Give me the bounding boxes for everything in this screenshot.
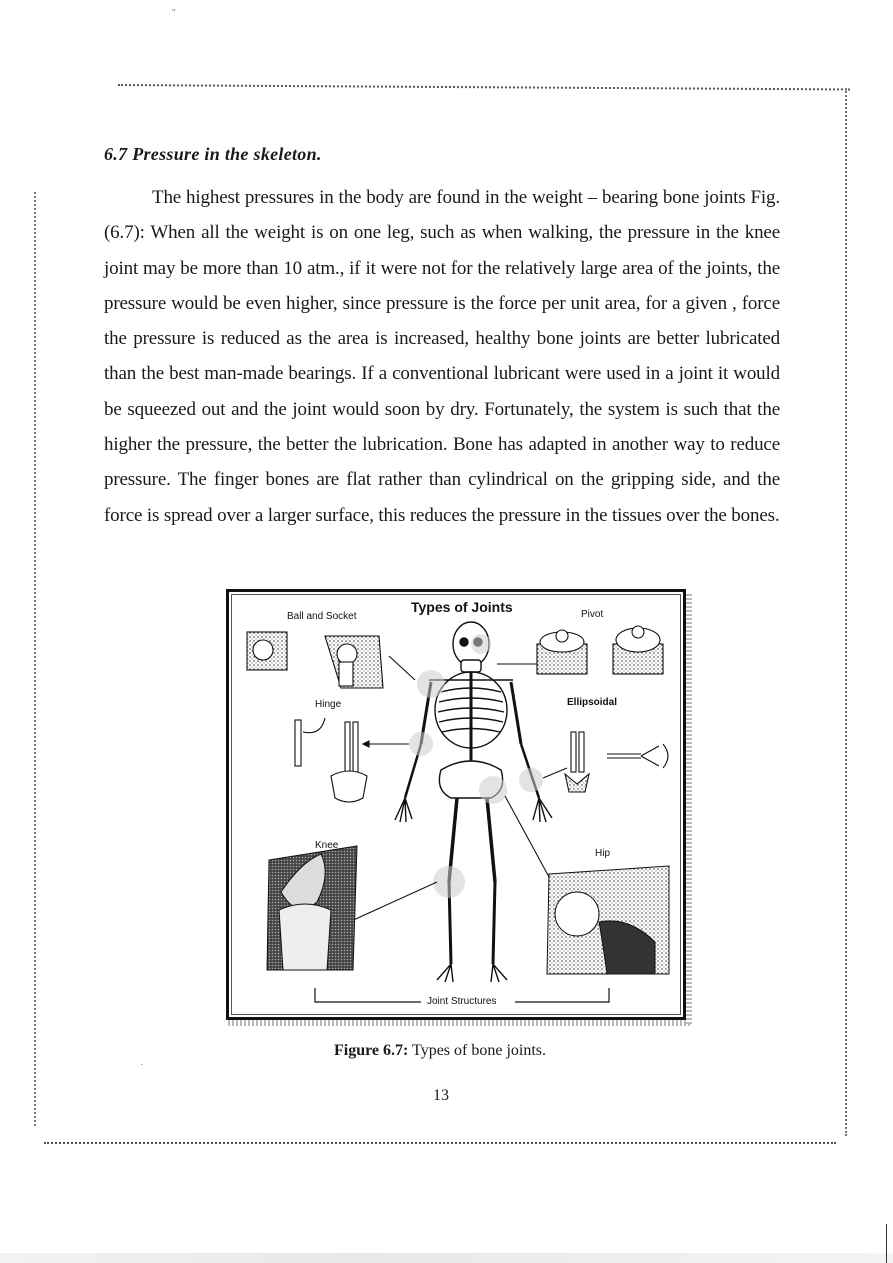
page-border-top: [118, 64, 850, 90]
label-hip: Hip: [595, 848, 611, 859]
scan-corner-edge: [886, 1224, 887, 1263]
scan-bottom-strip: [0, 1253, 893, 1263]
figure-caption: [226, 1042, 654, 1060]
hinge-joint-drawing: [295, 718, 367, 802]
figure-scan-shadow-right: [686, 592, 692, 1024]
label-hinge: Hinge: [315, 699, 342, 710]
knee-joint-drawing: [267, 846, 357, 970]
label-pivot: Pivot: [581, 609, 604, 620]
label-knee: Knee: [315, 840, 339, 851]
skeleton-drawing: [395, 622, 552, 982]
joint-structures-bracket: [315, 988, 609, 1002]
page-number: 13: [433, 1087, 449, 1104]
skeleton-joints-illustration: [229, 592, 683, 1017]
figure-caption-label: Figure 6.7:: [333, 1042, 409, 1059]
ball-socket-joint-drawing: [247, 632, 383, 688]
hip-joint-drawing: [547, 866, 669, 974]
scan-speck: ·: [140, 1060, 144, 1071]
figure-title: Types of Joints: [411, 599, 513, 615]
page-border-left: [34, 192, 46, 1126]
label-ellipsoidal: Ellipsoidal: [567, 697, 618, 708]
ellipsoidal-joint-drawing: [565, 732, 668, 792]
label-ball-socket: Ball and Socket: [287, 611, 357, 622]
label-joint-structures: Joint Structures: [427, 996, 497, 1007]
section-heading: 6.7 Pressure in the skeleton.: [104, 144, 322, 164]
page-border-bottom: [44, 1128, 836, 1144]
page-border-right: [845, 88, 857, 1136]
section-paragraph: The highest pressures in the body are found in the weight – bearing bone joints Fig. (6.7): When all the weight is on one leg, such as when walking, the pressure in the knee joint may be more than 10 atm., if it were not for the relatively large area of the joints, the pressure would be even higher, since pressure is the force per unit area, for a given , force the pressure is reduced as the area is increased, healthy bone joints are better lubricated than the best man-made bearings. If a conventional lubricant were used in a joint it would be squeezed out and the joint would soon by dry. Fortunately, the system is such that the higher the pressure, the better the lubrication. Bone has adapted in another way to reduce pressure. The finger bones are flat rather than cylindrical on the gripping side, and the force is spread over a larger surface, this reduces the pressure in the tissues over the bones.: [104, 187, 780, 526]
figure-caption-text: Types of bone joints.: [408, 1042, 547, 1059]
pointer-arrows: [343, 656, 567, 925]
scan-speck: '': [172, 8, 176, 19]
joint-types-figure: [226, 589, 686, 1020]
pivot-joint-drawing: [537, 626, 663, 674]
joint-highlights: [409, 634, 543, 898]
